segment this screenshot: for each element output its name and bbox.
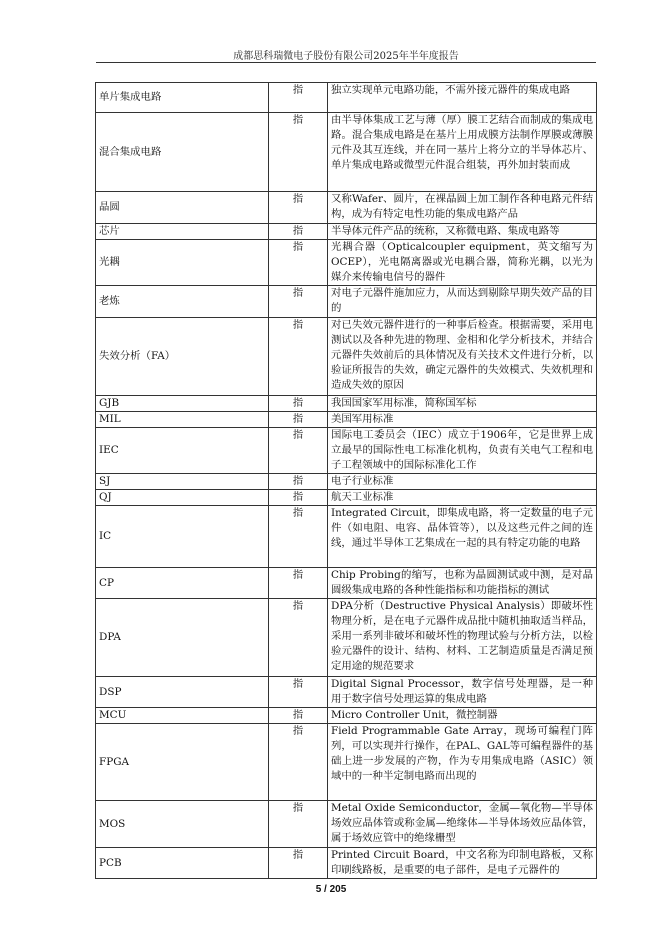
definition-cell: 国际电工委员会（IEC）成立于1906年，它是世界上成立最早的国际性电工标准化机构，负责有关电气工程和电子工程领域中的国际标准化工作 — [328, 428, 597, 474]
term-cell: DSP — [96, 677, 269, 708]
definition-cell: 由半导体集成工艺与薄（厚）膜工艺结合而制成的集成电路。混合集成电路是在基片上用成膜方法制作厚膜或薄膜元件及其互连线，并在同一基片上将分立的半导体芯片、单片集成电路或微型元件混合组装，再外加封装而成 — [328, 113, 597, 192]
refer-cell: 指 — [269, 428, 328, 474]
definition-cell: 电子行业标准 — [328, 474, 597, 490]
table-row — [96, 506, 597, 568]
term-cell: DPA — [96, 599, 269, 677]
definition-cell: Field Programmable Gate Array，现场可编程门阵列，可以实现并行操作，在PAL、GAL等可编程器件的基础上进一步发展的产物，作为专用集成电路（ASIC）领域中的一种半定制电路而出现的 — [328, 724, 597, 801]
table-row — [96, 474, 597, 490]
table-row — [96, 113, 597, 192]
definition-cell: Micro Controller Unit，微控制器 — [328, 708, 597, 724]
refer-cell: 指 — [269, 318, 328, 396]
refer-cell: 指 — [269, 412, 328, 428]
term-cell: MCU — [96, 708, 269, 724]
refer-cell: 指 — [269, 568, 328, 599]
definition-cell: 对已失效元器件进行的一种事后检查。根据需要，采用电测试以及各种先进的物理、金相和化学分析技术，并结合元器件失效前后的具体情况及有关技术文件进行分析，以验证所报告的失效，确定元器件的失效模式、失效机理和造成失效的原因 — [328, 318, 597, 396]
table-row — [96, 318, 597, 396]
term-cell: 老炼 — [96, 286, 269, 318]
refer-cell: 指 — [269, 506, 328, 568]
definition-cell: 美国军用标准 — [328, 412, 597, 428]
refer-cell: 指 — [269, 113, 328, 192]
refer-cell: 指 — [269, 724, 328, 801]
table-row — [96, 801, 597, 848]
refer-cell: 指 — [269, 490, 328, 506]
refer-cell: 指 — [269, 677, 328, 708]
table-row — [96, 83, 597, 113]
table-row — [96, 568, 597, 599]
table-row — [96, 708, 597, 724]
refer-cell: 指 — [269, 224, 328, 240]
definition-cell: 光耦合器（Opticalcoupler equipment，英文缩写为OCEP），光电隔离器或光电耦合器，简称光耦，以光为媒介来传输电信号的器件 — [328, 240, 597, 286]
table-row — [96, 599, 597, 677]
definition-cell: Chip Probing的缩写，也称为晶圆测试或中测，是对晶圆级集成电路的各种性能指标和功能指标的测试 — [328, 568, 597, 599]
term-cell: 晶圆 — [96, 192, 269, 224]
glossary-table — [95, 82, 597, 879]
term-cell: 失效分析（FA） — [96, 318, 269, 396]
refer-cell: 指 — [269, 240, 328, 286]
term-cell: PCB — [96, 848, 269, 879]
refer-cell: 指 — [269, 848, 328, 879]
table-row — [96, 677, 597, 708]
refer-cell: 指 — [269, 83, 328, 113]
term-cell: GJB — [96, 396, 269, 412]
definition-cell: Metal Oxide Semiconductor，金属—氧化物—半导体场效应晶体管或称金属—绝缘体—半导体场效应晶体管，属于场效应管中的绝缘栅型 — [328, 801, 597, 848]
definition-cell: 半导体元件产品的统称，又称微电路、集成电路等 — [328, 224, 597, 240]
refer-cell: 指 — [269, 599, 328, 677]
table-row — [96, 240, 597, 286]
header-rule — [96, 62, 596, 63]
term-cell: QJ — [96, 490, 269, 506]
table-row — [96, 286, 597, 318]
term-cell: 混合集成电路 — [96, 113, 269, 192]
term-cell: CP — [96, 568, 269, 599]
table-row — [96, 192, 597, 224]
definition-cell: 航天工业标准 — [328, 490, 597, 506]
table-row — [96, 848, 597, 879]
term-cell: IEC — [96, 428, 269, 474]
table-row — [96, 224, 597, 240]
refer-cell: 指 — [269, 396, 328, 412]
term-cell: IC — [96, 506, 269, 568]
refer-cell: 指 — [269, 708, 328, 724]
term-cell: FPGA — [96, 724, 269, 801]
refer-cell: 指 — [269, 474, 328, 490]
page-number: 5 / 205 — [315, 884, 347, 895]
definition-cell: Printed Circuit Board，中文名称为印制电路板，又称印刷线路板，是重要的电子部件，是电子元器件的 — [328, 848, 597, 879]
definition-cell: 又称Wafer、圆片，在裸晶圆上加工制作各种电路元件结构，成为有特定电性功能的集成电路产品 — [328, 192, 597, 224]
table-row — [96, 490, 597, 506]
term-cell: 芯片 — [96, 224, 269, 240]
table-row — [96, 396, 597, 412]
definition-cell: Digital Signal Processor，数字信号处理器，是一种用于数字信号处理运算的集成电路 — [328, 677, 597, 708]
refer-cell: 指 — [269, 801, 328, 848]
table-row — [96, 428, 597, 474]
definition-cell: 我国国家军用标准，简称国军标 — [328, 396, 597, 412]
table-row — [96, 724, 597, 801]
term-cell: MIL — [96, 412, 269, 428]
definition-cell: 独立实现单元电路功能，不需外接元器件的集成电路 — [328, 83, 597, 113]
term-cell: MOS — [96, 801, 269, 848]
term-cell: 单片集成电路 — [96, 83, 269, 113]
refer-cell: 指 — [269, 286, 328, 318]
definition-cell: Integrated Circuit，即集成电路，将一定数量的电子元件（如电阻、电容、晶体管等），以及这些元件之间的连线，通过半导体工艺集成在一起的具有特定功能的电路 — [328, 506, 597, 568]
refer-cell: 指 — [269, 192, 328, 224]
definition-cell: 对电子元器件施加应力，从而达到剔除早期失效产品的目的 — [328, 286, 597, 318]
definition-cell: DPA分析（Destructive Physical Analysis）即破坏性物理分析，是在电子元器件成品批中随机抽取适当样品，采用一系列非破坏和破坏性的物理试验与分析方法，以检验元器件的设计、结构、材料、工艺制造质量是否满足预定用途的规范要求 — [328, 599, 597, 677]
term-cell: SJ — [96, 474, 269, 490]
page-header: 成都思科瑞微电子股份有限公司2025年半年度报告 — [233, 51, 459, 62]
table-row — [96, 412, 597, 428]
term-cell: 光耦 — [96, 240, 269, 286]
